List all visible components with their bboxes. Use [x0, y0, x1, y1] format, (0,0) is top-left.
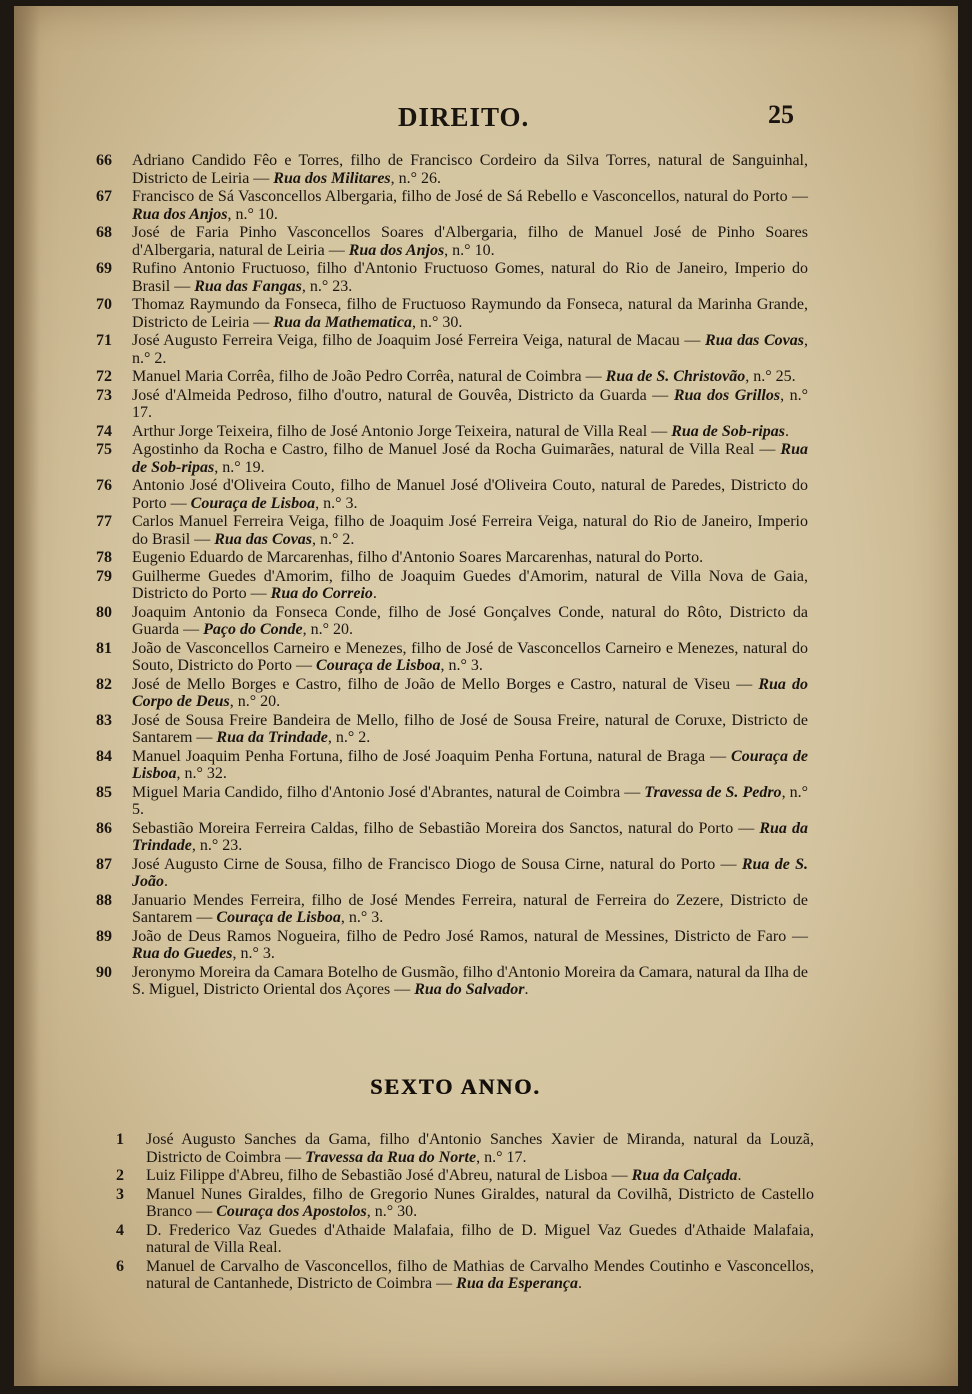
entry-text	[146, 1167, 814, 1185]
entry-house-number: , n.° 17.	[132, 386, 809, 421]
entry-house-number: , n.° 30.	[411, 313, 463, 331]
entry-number: 79	[96, 567, 112, 585]
list-item	[14, 568, 958, 603]
entry-number: 3	[116, 1185, 124, 1203]
entry-description: José de Faria Pinho Vasconcellos Soares d'Albergaria, filho de Manuel José de Pinho Soares d'Albergaria, natural de Leiria —	[132, 224, 808, 259]
entry-description: João de Deus Ramos Nogueira, filho de Pedro José Ramos, natural de Messines, Districto de Faro —	[132, 927, 808, 945]
entry-description: Adriano Candido Fêo e Torres, filho de Francisco Cordeiro da Silva Torres, natural de Sanguinhal, Districto de Leiria —	[132, 152, 808, 187]
entry-description: Manuel Joaquim Penha Fortuna, filho de José Joaquim Penha Fortuna, natural de Braga —	[132, 747, 732, 765]
entry-street: Couraça de Lisboa	[132, 747, 809, 782]
list-item	[14, 513, 958, 548]
list-item	[14, 152, 958, 187]
page-header	[14, 102, 958, 142]
entry-number: 81	[96, 639, 112, 657]
entry-house-number: , n.° 3.	[315, 494, 358, 512]
entry-text	[132, 188, 808, 223]
entry-house-number: , n.° 17.	[476, 1148, 527, 1166]
list-item	[14, 856, 958, 891]
entry-text	[132, 964, 808, 999]
list-item	[14, 784, 958, 819]
entry-street: Rua da Trindade	[132, 819, 809, 854]
student-list-quinto	[14, 152, 958, 1000]
entry-text	[132, 477, 808, 512]
entry-text	[146, 1131, 814, 1166]
entry-number: 68	[96, 224, 112, 241]
entry-street: Rua de Sob-ripas	[671, 422, 785, 440]
entry-text	[132, 332, 808, 367]
entry-street: Rua dos Grillos	[673, 386, 781, 404]
entry-street: Rua da Esperança	[456, 1275, 578, 1292]
entry-description: José de Mello Borges e Castro, filho de João de Mello Borges e Castro, natural de Viseu —	[132, 675, 759, 693]
entry-text	[132, 640, 808, 675]
entry-street: Rua de Sob-ripas	[132, 441, 808, 476]
page-number: 25	[768, 100, 794, 129]
entry-text	[132, 892, 808, 927]
list-item	[14, 368, 958, 386]
list-item	[14, 188, 958, 223]
entry-text	[132, 423, 808, 441]
entry-street: Travessa da Rua do Norte	[305, 1148, 477, 1166]
list-item	[14, 387, 958, 422]
entry-street: Rua do Corpo de Deus	[132, 675, 808, 710]
entry-number: 69	[96, 260, 112, 277]
list-item	[14, 892, 958, 927]
entry-text	[132, 784, 808, 819]
entry-text	[132, 513, 808, 548]
entry-text	[132, 856, 808, 891]
entry-house-number: , n.° 30.	[366, 1203, 418, 1220]
entry-description: Manuel Nunes Giraldes, filho de Gregorio Nunes Giraldes, natural da Covilhã, Districto de Castello Branco —	[146, 1185, 814, 1220]
entry-description: Thomaz Raymundo da Fonseca, filho de Fructuoso Raymundo da Fonseca, natural da Marinha Grande, Districto de Leiria —	[132, 296, 808, 331]
entry-street: Couraça de Lisboa	[190, 494, 316, 512]
entry-text	[132, 748, 808, 783]
entry-house-number: , n.° 26.	[390, 169, 442, 187]
entry-text	[132, 260, 808, 295]
entry-description: José Augusto Ferreira Veiga, filho de Joaquim José Ferreira Veiga, natural de Macau —	[132, 332, 706, 349]
entry-house-number: , n.° 23.	[191, 837, 243, 854]
list-item	[14, 820, 958, 855]
entry-number: 86	[96, 819, 112, 837]
entry-description: Arthur Jorge Teixeira, filho de José Antonio Jorge Teixeira, natural de Villa Real —	[132, 422, 672, 440]
entry-text	[132, 152, 808, 187]
entry-house-number: , n.° 20.	[229, 693, 281, 710]
entry-number: 88	[96, 891, 112, 909]
entry-house-number: .	[164, 873, 168, 890]
list-item	[14, 549, 958, 567]
entry-text	[132, 676, 808, 711]
entry-street: Rua do Salvador	[414, 981, 525, 998]
entry-description: Manuel Maria Corrêa, filho de João Pedro Corrêa, natural de Coimbra —	[132, 368, 606, 385]
entry-street: Rua dos Anjos	[348, 241, 445, 259]
entry-text	[132, 928, 808, 963]
entry-street: Couraça de Lisboa	[216, 909, 341, 926]
entry-description: Rufino Antonio Fructuoso, filho d'Antonio Fructuoso Gomes, natural do Rio de Janeiro, Imperio do Brasil —	[132, 260, 808, 295]
entry-number: 67	[96, 188, 112, 205]
entry-street: Paço do Conde	[203, 621, 303, 638]
entry-description: José Augusto Sanches da Gama, filho d'Antonio Sanches Xavier de Miranda, natural da Louzã, Districto de Coimbra —	[146, 1131, 814, 1166]
entry-number: 90	[96, 963, 112, 981]
entry-number: 87	[96, 855, 112, 873]
entry-house-number: , n.° 3.	[232, 945, 275, 962]
list-item	[14, 1222, 958, 1257]
entry-text	[146, 1186, 814, 1221]
entry-street: Rua das Fangas	[194, 277, 302, 295]
entry-house-number: , n.° 19.	[214, 458, 265, 476]
list-item	[14, 477, 958, 512]
entry-description: D. Frederico Vaz Guedes d'Athaide Malafaia, filho de D. Miguel Vaz Guedes d'Athaide Malafaia, natural de Villa Real.	[146, 1221, 814, 1256]
entry-description: José de Sousa Freire Bandeira de Mello, filho de José de Sousa Freire, natural de Coruxe, Districto de Santarem —	[132, 711, 808, 746]
entry-house-number: , n.° 25.	[745, 368, 796, 385]
entry-number: 74	[96, 422, 112, 440]
entry-number: 89	[96, 927, 112, 945]
entry-text	[132, 296, 808, 331]
entry-description: Sebastião Moreira Ferreira Caldas, filho de Sebastião Moreira dos Sanctos, natural do Porto —	[132, 819, 760, 837]
entry-street: Couraça dos Apostolos	[216, 1203, 367, 1220]
entry-text	[132, 387, 808, 422]
entry-house-number: .	[737, 1167, 742, 1184]
entry-street: Couraça de Lisboa	[316, 657, 441, 674]
entry-house-number: , n.° 10.	[227, 205, 278, 223]
entry-number: 82	[96, 675, 112, 693]
entry-house-number: .	[524, 981, 529, 998]
entry-description: Luiz Filippe d'Abreu, filho de Sebastião José d'Abreu, natural de Lisboa —	[146, 1167, 632, 1184]
entry-street: Rua das Covas	[214, 530, 313, 548]
entry-house-number: , n.° 2.	[327, 729, 371, 746]
entry-street: Rua dos Anjos	[132, 205, 228, 223]
entry-description: Francisco de Sá Vasconcellos Albergaria, filho de José de Sá Rebello e Vasconcellos, natural do Porto —	[132, 188, 808, 205]
entry-text	[132, 568, 808, 603]
entry-street: Rua do Guedes	[132, 945, 233, 962]
entry-number: 6	[116, 1257, 124, 1275]
entry-house-number: , n.° 3.	[440, 657, 483, 674]
entry-street: Travessa de S. Pedro	[644, 783, 782, 801]
list-item	[14, 441, 958, 476]
entry-description: João de Vasconcellos Carneiro e Menezes, filho de José de Vasconcellos Carneiro e Menezes, natural do Souto, Districto do Porto —	[132, 639, 808, 674]
list-item	[14, 296, 958, 331]
entry-description: Miguel Maria Candido, filho d'Antonio José d'Abrantes, natural de Coimbra —	[132, 783, 645, 801]
list-item	[14, 604, 958, 639]
entry-house-number: , n.° 2.	[132, 332, 809, 367]
entry-description: Januario Mendes Ferreira, filho de José Mendes Ferreira, natural de Ferreira do Zezere, Districto de Santarem —	[132, 891, 808, 926]
entry-description: José d'Almeida Pedroso, filho d'outro, natural de Gouvêa, Districto da Guarda —	[132, 386, 674, 404]
list-item	[14, 224, 958, 259]
list-item	[14, 964, 958, 999]
list-item	[14, 423, 958, 441]
entry-description: Carlos Manuel Ferreira Veiga, filho de Joaquim José Ferreira Veiga, natural do Rio de Janeiro, Imperio do Brasil —	[132, 513, 808, 548]
entry-number: 72	[96, 368, 112, 385]
entry-number: 71	[96, 332, 112, 349]
list-item	[14, 928, 958, 963]
list-item	[14, 1258, 958, 1293]
list-item	[14, 332, 958, 367]
list-item	[14, 260, 958, 295]
entry-text	[146, 1258, 814, 1293]
list-item	[14, 1186, 958, 1221]
entry-text	[132, 549, 808, 567]
entry-street: Rua de S. João	[132, 855, 809, 890]
entry-number: 84	[96, 747, 112, 765]
list-item	[14, 676, 958, 711]
entry-number: 66	[96, 152, 112, 169]
list-item	[14, 748, 958, 783]
entry-number: 73	[96, 386, 112, 404]
entry-house-number: , n.° 5.	[132, 783, 808, 818]
entry-text	[132, 368, 808, 386]
entry-house-number: , n.° 10.	[444, 241, 495, 259]
entry-number: 70	[96, 296, 112, 313]
entry-description: Manuel de Carvalho de Vasconcellos, filho de Mathias de Carvalho Mendes Coutinho e Vasconcellos, natural de Cantanhede, Districto de Coimbra —	[146, 1257, 814, 1292]
entry-description: Agostinho da Rocha e Castro, filho de Manuel José da Rocha Guimarães, natural de Villa Real —	[132, 441, 781, 458]
list-item	[14, 1167, 958, 1185]
section-heading: SEXTO ANNO.	[370, 1074, 541, 1099]
list-item	[14, 1131, 958, 1166]
entry-number: 4	[116, 1221, 124, 1239]
entry-street: Rua das Covas	[705, 332, 805, 349]
entry-text	[146, 1222, 814, 1257]
list-item	[14, 712, 958, 747]
entry-description: Joaquim Antonio da Fonseca Conde, filho de José Gonçalves Conde, natural do Rôto, Districto da Guarda —	[132, 603, 808, 638]
entry-description: Eugenio Eduardo de Marcarenhas, filho d'Antonio Soares Marcarenhas, natural do Porto.	[132, 549, 704, 566]
entry-text	[132, 820, 808, 855]
entry-number: 1	[116, 1131, 124, 1148]
entry-number: 75	[96, 441, 112, 458]
entry-text	[132, 604, 808, 639]
entry-house-number: .	[577, 1275, 582, 1292]
entry-description: José Augusto Cirne de Sousa, filho de Francisco Diogo de Sousa Cirne, natural do Porto —	[132, 855, 742, 873]
entry-description: Jeronymo Moreira da Camara Botelho de Gusmão, filho d'Antonio Moreira da Camara, natural da Ilha de S. Miguel, Districto Oriental dos Açores —	[132, 963, 809, 998]
running-title: DIREITO.	[398, 102, 530, 132]
entry-number: 80	[96, 603, 112, 621]
entry-number: 85	[96, 783, 112, 801]
entry-number: 83	[96, 711, 112, 729]
entry-text	[132, 712, 808, 747]
entry-house-number: , n.° 23.	[301, 277, 353, 295]
entry-text	[132, 224, 808, 259]
entry-description: Antonio José d'Oliveira Couto, filho de Manuel José d'Oliveira Couto, natural de Paredes, Districto do Porto —	[132, 477, 808, 512]
entry-street: Rua de S. Christovão	[605, 368, 746, 385]
entry-number: 76	[96, 477, 112, 494]
entry-house-number: .	[785, 422, 789, 440]
student-list-sexto	[14, 1131, 958, 1294]
entry-house-number: , n.° 20.	[302, 621, 354, 638]
book-page	[14, 6, 958, 1386]
entry-house-number: .	[372, 585, 377, 602]
entry-number: 77	[96, 513, 112, 530]
entry-text	[132, 441, 808, 476]
entry-number: 2	[116, 1167, 124, 1184]
entry-description: Guilherme Guedes d'Amorim, filho de Joaquim Guedes d'Amorim, natural de Villa Nova de Gaia, Districto do Porto —	[132, 567, 808, 602]
entry-street: Rua dos Militares	[273, 169, 391, 187]
entry-street: Rua do Correio	[270, 585, 373, 602]
list-item	[14, 640, 958, 675]
entry-house-number: , n.° 3.	[340, 909, 384, 926]
entry-number: 78	[96, 549, 112, 566]
entry-street: Rua da Calçada	[631, 1167, 738, 1184]
entry-street: Rua da Mathematica	[273, 313, 412, 331]
entry-house-number: , n.° 32.	[176, 765, 227, 782]
entry-street: Rua da Trindade	[216, 729, 328, 746]
entry-house-number: , n.° 2.	[312, 530, 355, 548]
